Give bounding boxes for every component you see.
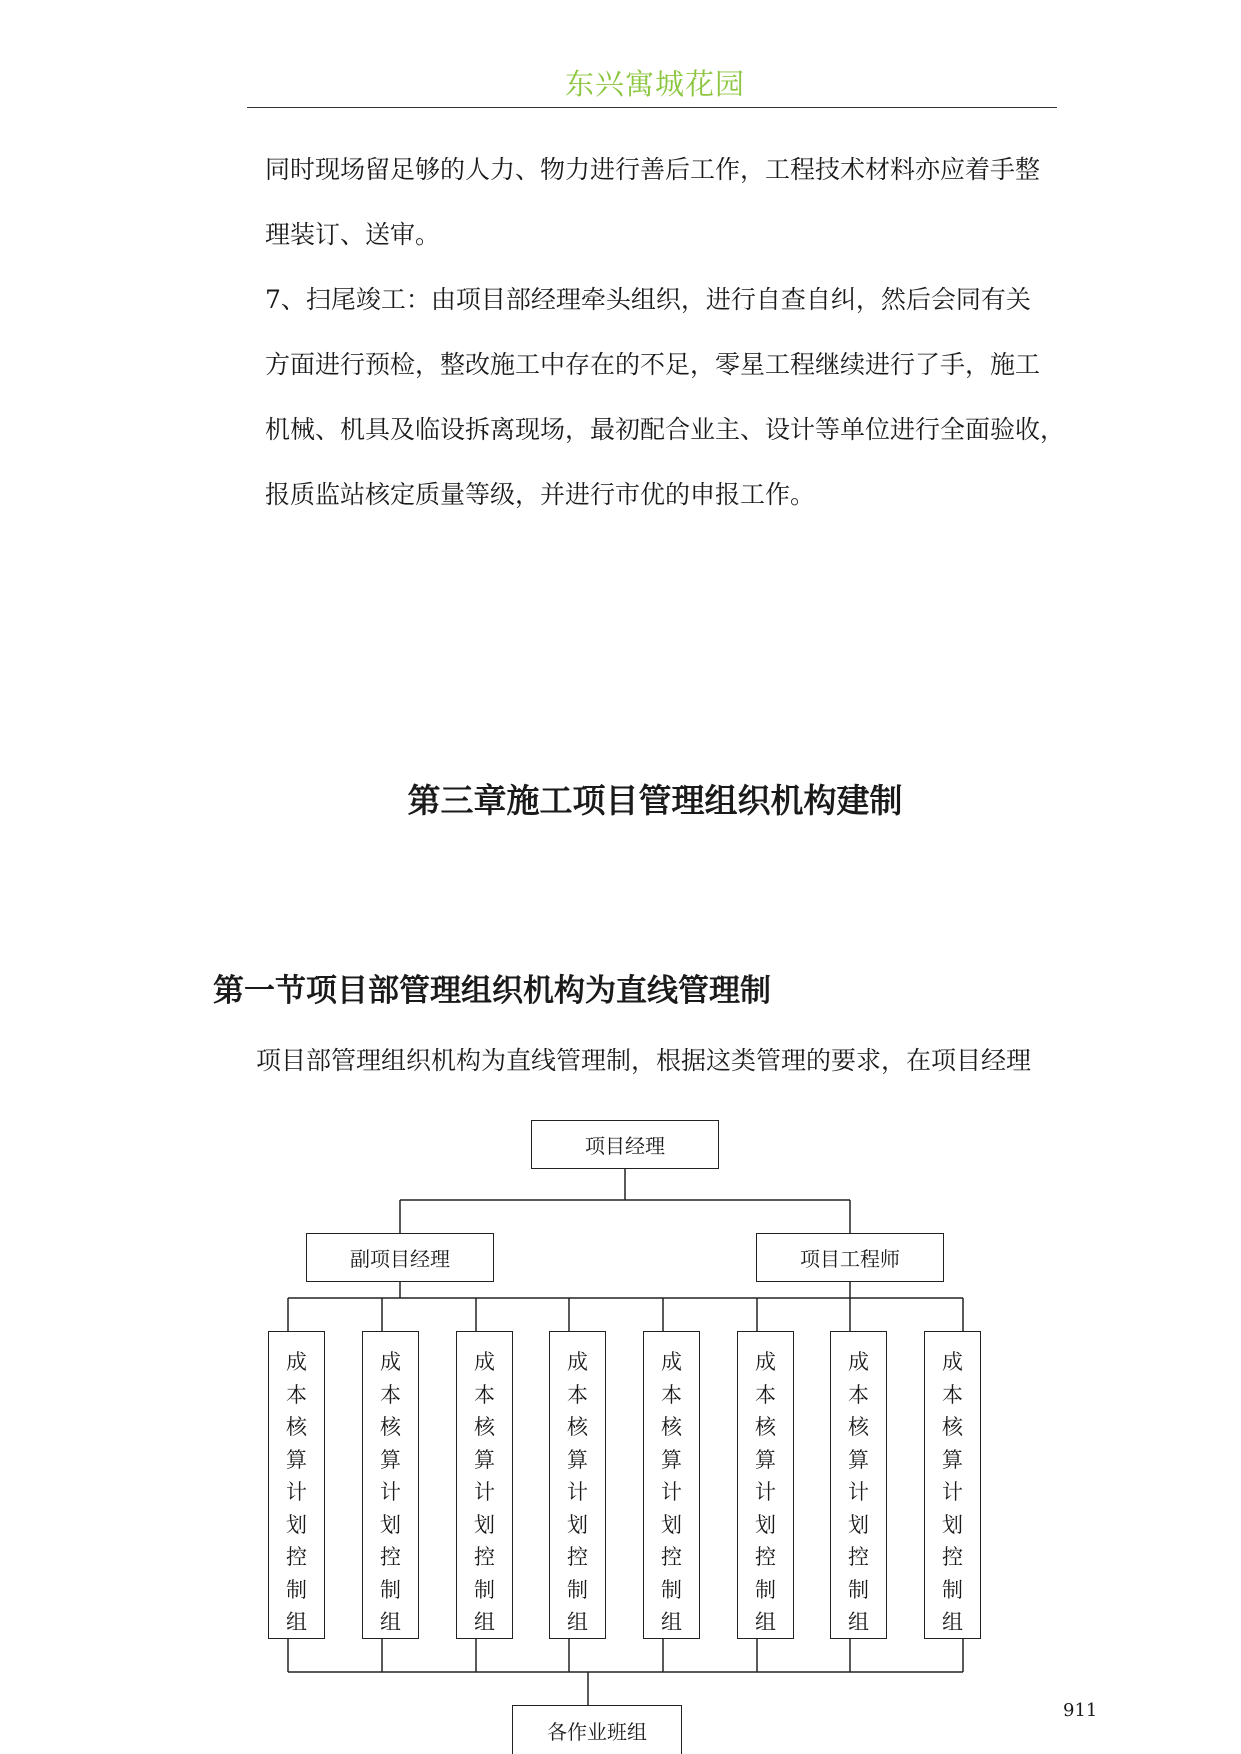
cost-control-group-box: 成本核算计划控制组 xyxy=(737,1331,794,1639)
cost-control-group-box: 成本核算计划控制组 xyxy=(924,1331,981,1639)
cost-control-group-box: 成本核算计划控制组 xyxy=(830,1331,887,1639)
deputy-manager-box: 副项目经理 xyxy=(306,1233,494,1282)
section-title: 第一节项目部管理组织机构为直线管理制 xyxy=(213,973,771,1009)
cost-control-group-box: 成本核算计划控制组 xyxy=(456,1331,513,1639)
page-number: 911 xyxy=(1063,1700,1098,1721)
paragraph-line: 同时现场留足够的人力、物力进行善后工作，工程技术材料亦应着手整 xyxy=(265,155,1041,184)
paragraph-line: 理装订、送审。 xyxy=(265,220,441,249)
work-teams-box: 各作业班组 xyxy=(512,1705,682,1754)
paragraph-line: 7、扫尾竣工：由项目部经理牵头组织，进行自查自纠，然后会同有关 xyxy=(265,285,1031,314)
project-engineer-box: 项目工程师 xyxy=(756,1233,944,1282)
paragraph-line: 报质监站核定质量等级，并进行市优的申报工作。 xyxy=(265,480,816,509)
paragraph-line: 机械、机具及临设拆离现场，最初配合业主、设计等单位进行全面验收， xyxy=(265,415,1066,444)
cost-control-group-box: 成本核算计划控制组 xyxy=(643,1331,700,1639)
cost-control-group-box: 成本核算计划控制组 xyxy=(268,1331,325,1639)
chapter-title: 第三章施工项目管理组织机构建制 xyxy=(407,781,903,820)
section-intro: 项目部管理组织机构为直线管理制，根据这类管理的要求，在项目经理 xyxy=(256,1046,1032,1075)
project-manager-box: 项目经理 xyxy=(531,1120,719,1169)
header-title: 东兴寓城花园 xyxy=(564,67,745,101)
paragraph-line: 方面进行预检，整改施工中存在的不足，零星工程继续进行了手，施工 xyxy=(265,350,1041,379)
cost-control-group-box: 成本核算计划控制组 xyxy=(362,1331,419,1639)
cost-control-group-box: 成本核算计划控制组 xyxy=(549,1331,606,1639)
